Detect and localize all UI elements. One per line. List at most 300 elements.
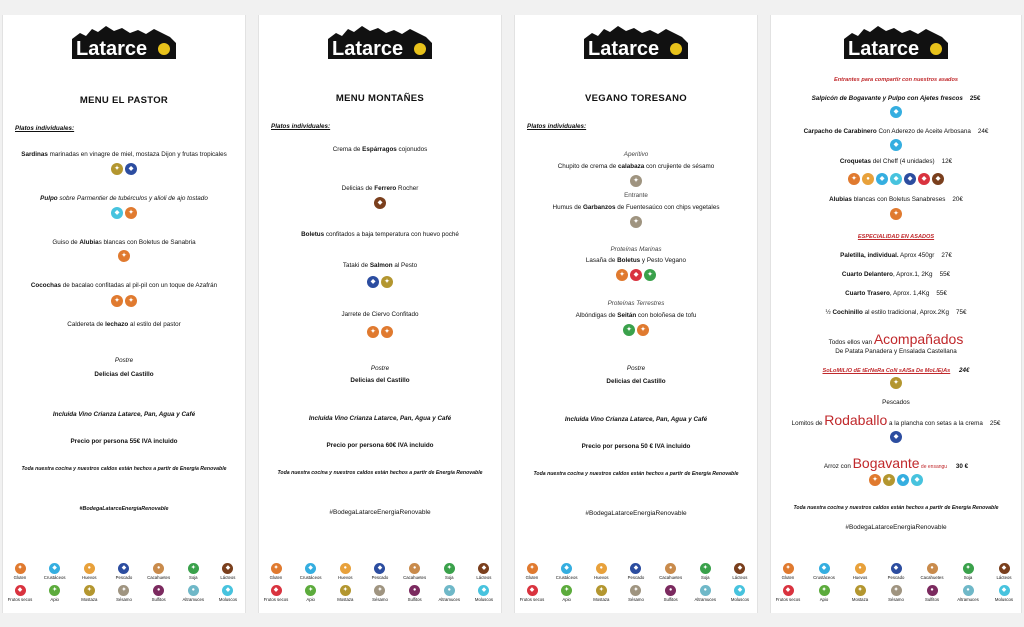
dish-pulpo: Pulpo sobre Parmentier de tubérculos y alioli de ajo tostado	[40, 195, 208, 202]
legend-row	[518, 563, 754, 580]
dish-jarrete: Jarrete de Ciervo Confitado	[341, 311, 419, 318]
moluscos-icon: ◆	[222, 585, 233, 596]
pescado-icon: ◆	[118, 563, 129, 574]
crustaceos-icon: ◆	[897, 474, 909, 486]
legend-label: Altramuces	[182, 597, 205, 602]
sulfitos-icon: ●	[409, 585, 420, 596]
legend-label: Lácteos	[220, 575, 236, 580]
legend-label: Altramuces	[694, 597, 717, 602]
allergens	[771, 431, 1021, 443]
dish-bogavante: Arroz con Bogavante de ensangu 30 €	[823, 455, 969, 471]
legend-label: Huevos	[852, 575, 868, 580]
gluten-icon: ✦	[15, 563, 26, 574]
terrestres-label: Proteínas Terrestres	[607, 300, 665, 307]
moluscos-icon: ◆	[999, 585, 1010, 596]
dish-salpicon: Salpicón de Bogavante y Pulpo con Ajetes frescos 25€	[811, 95, 981, 102]
svg-text:Latarce: Latarce	[76, 38, 148, 60]
legend-label: Pescado	[887, 575, 905, 580]
huevos-icon: ●	[862, 173, 874, 185]
latarce-logo	[771, 23, 1021, 69]
entrante-label: Entrante	[624, 192, 648, 199]
gluten-icon: ✦	[367, 326, 379, 338]
cacahuetes-icon: ●	[409, 563, 420, 574]
legend-label: Soja	[963, 575, 973, 580]
menu-title: VEGANO TORESANO	[585, 93, 687, 104]
allergen-legend	[774, 563, 1018, 607]
legend-item	[75, 585, 103, 602]
moluscos-icon: ◆	[478, 585, 489, 596]
legend-item	[179, 585, 207, 602]
legend-item	[587, 563, 615, 580]
apio-icon: ✦	[561, 585, 572, 596]
dish-croquetas: Croquetas del Cheff (4 unidades) 12€	[839, 158, 953, 165]
pescado-icon: ◆	[374, 563, 385, 574]
menu-title: MENU EL PASTOR	[79, 95, 169, 106]
legend-item	[726, 585, 754, 602]
energia-text: Toda nuestra cocina y nuestros caldos están hechos a partir de Energía Renovable	[533, 471, 739, 477]
huevos-icon: ●	[855, 563, 866, 574]
legend-row	[774, 563, 1018, 580]
legend-item	[145, 563, 173, 580]
menu-el-pastor	[2, 15, 246, 613]
huevos-icon: ●	[596, 563, 607, 574]
sulfitos-icon: ●	[153, 585, 164, 596]
legend-item	[518, 585, 546, 602]
gluten-icon: ✦	[111, 295, 123, 307]
sulfitos-icon: ●	[927, 585, 938, 596]
legend-item	[401, 585, 429, 602]
legend-label: Crustáceos	[555, 575, 578, 580]
legend-item	[262, 563, 290, 580]
legend-label: Lácteos	[996, 575, 1012, 580]
legend-label: Soja	[700, 575, 710, 580]
legend-label: Apio	[562, 597, 571, 602]
legend-label: Crustáceos	[813, 575, 835, 580]
frutos-secos-icon: ◆	[783, 585, 794, 596]
moluscos-icon: ◆	[890, 173, 902, 185]
legend-label: Crustáceos	[43, 575, 66, 580]
gluten-icon: ✦	[125, 295, 137, 307]
postre-label: Postre	[626, 365, 646, 372]
legend-label: Crustáceos	[299, 575, 322, 580]
legend-item	[553, 585, 581, 602]
dish-caldereta: Caldereta de lechazo al estilo del pastor	[67, 321, 181, 328]
gluten-icon: ✦	[637, 324, 649, 336]
gluten-icon: ✦	[381, 326, 393, 338]
legend-item	[990, 585, 1018, 602]
soja-icon: ✦	[188, 563, 199, 574]
apio-icon: ✦	[819, 585, 830, 596]
marinas-label: Proteínas Marinas	[610, 246, 662, 253]
allergens	[771, 173, 1021, 185]
legend-item	[553, 563, 581, 580]
section-label: Platos individuales:	[527, 123, 587, 130]
legend-label: Soja	[444, 575, 454, 580]
dish-delicias: Delicias de Ferrero Rocher	[341, 185, 419, 192]
legend-item	[110, 563, 138, 580]
dish-alubias: Guiso de Alubias blancas con Boletus de Sanabria	[52, 239, 196, 246]
legend-item	[774, 563, 802, 580]
lacteos-icon: ◆	[222, 563, 233, 574]
legend-item	[470, 563, 498, 580]
legend-item	[470, 585, 498, 602]
legend-label: Sésamo	[372, 597, 388, 602]
allergens	[515, 324, 757, 336]
moluscos-icon: ◆	[911, 474, 923, 486]
frutos-secos-icon: ◆	[918, 173, 930, 185]
postre-dish: Delicias del Castillo	[606, 378, 666, 385]
pescado-icon: ◆	[630, 563, 641, 574]
allergens	[771, 208, 1021, 220]
crustaceos-icon: ◆	[876, 173, 888, 185]
incluido-text: Incluida Vino Crianza Latarce, Pan, Agua y Café	[52, 411, 196, 418]
crustaceos-icon: ◆	[305, 563, 316, 574]
legend-label: Frutos secos	[263, 597, 289, 602]
soja-icon: ✦	[700, 563, 711, 574]
hashtag: #BodegaLatarceEnergiaRenovable	[585, 510, 687, 517]
allergens	[515, 175, 757, 187]
pescados-label: Pescados	[882, 399, 910, 406]
legend-label: Pescado	[371, 575, 389, 580]
acompanamiento: De Patata Panadera y Ensalada Castellana	[835, 348, 957, 355]
legend-item	[331, 585, 359, 602]
dish-alubias: Alubias blancas con Boletus Sanabreses 20€	[829, 196, 963, 203]
legend-label: Gluten	[781, 575, 795, 580]
gluten-icon: ✦	[271, 563, 282, 574]
soja-icon: ✦	[444, 563, 455, 574]
frutos-secos-icon: ◆	[527, 585, 538, 596]
dish-boletus: Boletus confitados a baja temperatura con huevo poché	[301, 231, 459, 238]
legend-row	[6, 585, 242, 602]
legend-label: Mostaza	[851, 597, 869, 602]
pescado-icon: ◆	[125, 163, 137, 175]
legend-item	[990, 563, 1018, 580]
asado-cochinillo: ½ Cochinillo al estilo tradicional, Aprox.2Kg 75€	[825, 309, 967, 316]
legend-item	[435, 585, 463, 602]
mostaza-icon: ✦	[596, 585, 607, 596]
legend-label: Sulfitos	[663, 597, 678, 602]
incluido-text: Incluida Vino Crianza Latarce, Pan, Agua y Café	[308, 415, 452, 422]
svg-text:Latarce: Latarce	[588, 38, 660, 60]
legend-label: Sésamo	[628, 597, 644, 602]
legend-label: Moluscos	[474, 597, 494, 602]
lacteos-icon: ◆	[478, 563, 489, 574]
legend-label: Moluscos	[730, 597, 750, 602]
legend-item	[6, 585, 34, 602]
allergens	[771, 377, 1021, 389]
legend-label: Soja	[188, 575, 198, 580]
dish-carpacho: Carpacho de Carabinero Con Aderezo de Aceite Arbosana 24€	[803, 128, 989, 135]
dish-humus: Humus de Garbanzos de Fuentesaúco con chips vegetales	[552, 204, 720, 211]
legend-label: Sulfitos	[151, 597, 166, 602]
gluten-icon: ✦	[890, 208, 902, 220]
legend-item	[297, 585, 325, 602]
legend-item	[297, 563, 325, 580]
mostaza-icon: ✦	[111, 163, 123, 175]
legend-label: Gluten	[13, 575, 27, 580]
allergens	[3, 163, 245, 175]
dish-tataki: Tataki de Salmon al Pesto	[342, 262, 418, 269]
mostaza-icon: ✦	[883, 474, 895, 486]
aperitivo-label: Aperitivo	[623, 151, 649, 158]
crustaceos-icon: ◆	[819, 563, 830, 574]
legend-label: Gluten	[269, 575, 283, 580]
allergens	[771, 139, 1021, 151]
svg-text:Latarce: Latarce	[848, 38, 920, 60]
apio-icon: ✦	[49, 585, 60, 596]
legend-item	[518, 563, 546, 580]
legend-label: Sésamo	[888, 597, 904, 602]
legend-item	[366, 563, 394, 580]
legend-item	[954, 563, 982, 580]
allergens	[3, 207, 245, 219]
precio-text: Precio por persona 50 € IVA incluido	[581, 443, 691, 450]
allergens	[515, 269, 757, 281]
energia-text: Toda nuestra cocina y nuestros caldos están hechos a partir de Energía Renovable	[793, 505, 999, 511]
legend-label: Moluscos	[994, 597, 1014, 602]
legend-item	[214, 563, 242, 580]
pescado-icon: ◆	[367, 276, 379, 288]
legend-item	[810, 585, 838, 602]
legend-label: Moluscos	[218, 597, 238, 602]
legend-item	[331, 563, 359, 580]
allergens	[259, 197, 501, 209]
sesamo-icon: ✦	[891, 585, 902, 596]
lacteos-icon: ◆	[734, 563, 745, 574]
legend-item	[145, 585, 173, 602]
pescado-icon: ◆	[890, 431, 902, 443]
legend-item	[810, 563, 838, 580]
gluten-icon: ✦	[848, 173, 860, 185]
soja-icon: ✦	[963, 563, 974, 574]
mostaza-icon: ✦	[890, 377, 902, 389]
incluido-text: Incluida Vino Crianza Latarce, Pan, Agua y Café	[564, 416, 708, 423]
dish-rodaballo: Lomitos de Rodaballo a la plancha con setas a la crema 25€	[791, 412, 1001, 428]
dish-lasana: Lasaña de Boletus y Pesto Vegano	[585, 257, 687, 264]
legend-item	[846, 563, 874, 580]
legend-item	[954, 585, 982, 602]
postre-dish: Delicias del Castillo	[350, 377, 410, 384]
lacteos-icon: ◆	[374, 197, 386, 209]
crustaceos-icon: ◆	[890, 139, 902, 151]
cacahuetes-icon: ●	[665, 563, 676, 574]
dish-cocochas: Cocochas de bacalao confitadas al pil-pil con un toque de Azafrán	[30, 282, 218, 289]
legend-item	[657, 563, 685, 580]
pescado-icon: ◆	[904, 173, 916, 185]
latarce-logo	[515, 23, 757, 69]
sesamo-icon: ✦	[118, 585, 129, 596]
legend-row	[6, 563, 242, 580]
mostaza-icon: ✦	[84, 585, 95, 596]
dish-crema: Crema de Espárragos cojonudos	[332, 146, 428, 153]
asado-delantero: Cuarto Delantero, Aprox.1, 2Kg 55€	[841, 271, 951, 278]
legend-item	[41, 585, 69, 602]
legend-label: Frutos secos	[519, 597, 545, 602]
legend-row	[518, 585, 754, 602]
asado-trasero: Cuarto Trasero, Aprox. 1,4Kg 55€	[845, 290, 947, 297]
legend-label: Apio	[819, 597, 829, 602]
sulfitos-icon: ●	[665, 585, 676, 596]
legend-item	[691, 585, 719, 602]
legend-item	[691, 563, 719, 580]
gluten-icon: ✦	[783, 563, 794, 574]
moluscos-icon: ◆	[111, 207, 123, 219]
postre-dish: Delicias del Castillo	[94, 371, 154, 378]
sesamo-icon: ✦	[630, 216, 642, 228]
legend-item	[214, 585, 242, 602]
legend-item	[622, 563, 650, 580]
energia-text: Toda nuestra cocina y nuestros caldos están hechos a partir de Energía Renovable	[277, 470, 483, 476]
legend-label: Lácteos	[732, 575, 748, 580]
frutos-secos-icon: ◆	[630, 269, 642, 281]
legend-item	[401, 563, 429, 580]
mostaza-icon: ✦	[855, 585, 866, 596]
altramuces-icon: ●	[700, 585, 711, 596]
legend-label: Apio	[306, 597, 315, 602]
mostaza-icon: ✦	[381, 276, 393, 288]
latarce-logo	[259, 23, 501, 69]
legend-label: Cacahuetes	[147, 575, 171, 580]
legend-item	[262, 585, 290, 602]
legend-item	[918, 563, 946, 580]
mostaza-icon: ✦	[340, 585, 351, 596]
huevos-icon: ●	[340, 563, 351, 574]
menu-vegano-toresano	[514, 15, 758, 613]
section-label: Platos individuales:	[15, 125, 75, 132]
legend-label: Altramuces	[957, 597, 979, 602]
dish-albondigas: Albóndigas de Seitán con boloñesa de tofu	[575, 312, 697, 319]
cacahuetes-icon: ●	[153, 563, 164, 574]
cacahuetes-icon: ●	[927, 563, 938, 574]
postre-label: Postre	[114, 357, 134, 364]
acompanados-line: Todos ellos van Acompañados	[828, 331, 964, 347]
legend-label: Gluten	[525, 575, 539, 580]
legend-label: Frutos secos	[775, 597, 801, 602]
dish-chupito: Chupito de crema de calabaza con crujiente de sésamo	[557, 163, 715, 170]
legend-row	[262, 563, 498, 580]
crustaceos-icon: ◆	[49, 563, 60, 574]
sesamo-icon: ✦	[630, 175, 642, 187]
allergens	[771, 106, 1021, 118]
precio-text: Precio por persona 60€ IVA incluido	[326, 442, 434, 449]
legend-label: Sulfitos	[407, 597, 422, 602]
legend-label: Sulfitos	[924, 597, 940, 602]
legend-label: Pescado	[115, 575, 133, 580]
legend-label: Pescado	[627, 575, 645, 580]
legend-item	[587, 585, 615, 602]
crustaceos-icon: ◆	[890, 106, 902, 118]
legend-item	[918, 585, 946, 602]
moluscos-icon: ◆	[734, 585, 745, 596]
allergen-legend	[6, 563, 242, 607]
hashtag: #BodegaLatarceEnergiaRenovable	[79, 506, 169, 512]
dish-solomillo: SoLoMiLlO dE tErNeRa CoN sAlSa De MoLlEjAs 24€	[822, 367, 970, 374]
allergens	[515, 216, 757, 228]
legend-row	[774, 585, 1018, 602]
entrantes-header: Entrantes para compartir con nuestros asados	[833, 77, 959, 83]
allergens	[3, 250, 245, 262]
hashtag: #BodegaLatarceEnergiaRenovable	[845, 524, 947, 531]
allergen-legend	[518, 563, 754, 607]
legend-label: Mostaza	[593, 597, 610, 602]
gluten-icon: ✦	[527, 563, 538, 574]
altramuces-icon: ●	[444, 585, 455, 596]
altramuces-icon: ●	[188, 585, 199, 596]
legend-item	[366, 585, 394, 602]
legend-item	[435, 563, 463, 580]
legend-label: Apio	[50, 597, 59, 602]
energia-text: Toda nuestra cocina y nuestros caldos están hechos a partir de Energía Renovable	[21, 466, 227, 472]
legend-label: Lácteos	[476, 575, 492, 580]
allergens	[771, 474, 1021, 486]
altramuces-icon: ●	[963, 585, 974, 596]
gluten-icon: ✦	[125, 207, 137, 219]
legend-item	[41, 563, 69, 580]
legend-label: Huevos	[82, 575, 97, 580]
especialidad-header: ESPECIALIDAD EN ASADOS	[857, 234, 935, 240]
legend-item	[622, 585, 650, 602]
gluten-icon: ✦	[616, 269, 628, 281]
apio-icon: ✦	[305, 585, 316, 596]
sesamo-icon: ✦	[374, 585, 385, 596]
legend-label: Frutos secos	[7, 597, 33, 602]
menu-montanes	[258, 15, 502, 613]
section-label: Platos individuales:	[271, 123, 331, 130]
frutos-secos-icon: ◆	[271, 585, 282, 596]
precio-text: Precio por persona 55€ IVA incluido	[70, 438, 178, 445]
legend-row	[262, 585, 498, 602]
allergens	[259, 276, 501, 288]
legend-item	[846, 585, 874, 602]
sesamo-icon: ✦	[630, 585, 641, 596]
legend-label: Cacahuetes	[659, 575, 683, 580]
legend-item	[75, 563, 103, 580]
legend-item	[6, 563, 34, 580]
legend-item	[774, 585, 802, 602]
soja-icon: ✦	[644, 269, 656, 281]
legend-label: Altramuces	[438, 597, 461, 602]
latarce-logo	[3, 23, 245, 69]
huevos-icon: ●	[84, 563, 95, 574]
legend-item	[882, 563, 910, 580]
pescado-icon: ◆	[891, 563, 902, 574]
legend-label: Sésamo	[116, 597, 132, 602]
soja-icon: ✦	[623, 324, 635, 336]
frutos-secos-icon: ◆	[15, 585, 26, 596]
legend-item	[726, 563, 754, 580]
legend-item	[110, 585, 138, 602]
asado-paletilla: Paletilla, individual. Aprox 450gr 27€	[840, 252, 952, 259]
gluten-icon: ✦	[118, 250, 130, 262]
gluten-icon: ✦	[869, 474, 881, 486]
crustaceos-icon: ◆	[561, 563, 572, 574]
legend-item	[179, 563, 207, 580]
menu-title: MENU MONTAÑES	[335, 93, 425, 104]
legend-label: Mostaza	[81, 597, 98, 602]
postre-label: Postre	[370, 365, 390, 372]
lacteos-icon: ◆	[932, 173, 944, 185]
allergens	[259, 326, 501, 338]
lacteos-icon: ◆	[999, 563, 1010, 574]
legend-label: Cacahuetes	[403, 575, 427, 580]
svg-text:Latarce: Latarce	[332, 38, 404, 60]
legend-label: Huevos	[594, 575, 609, 580]
dish-sardinas: Sardinas marinadas en vinagre de miel, mostaza Dijon y frutas tropicales	[21, 151, 227, 158]
allergen-legend	[262, 563, 498, 607]
legend-label: Huevos	[338, 575, 353, 580]
hashtag: #BodegaLatarceEnergiaRenovable	[329, 509, 431, 516]
legend-item	[882, 585, 910, 602]
